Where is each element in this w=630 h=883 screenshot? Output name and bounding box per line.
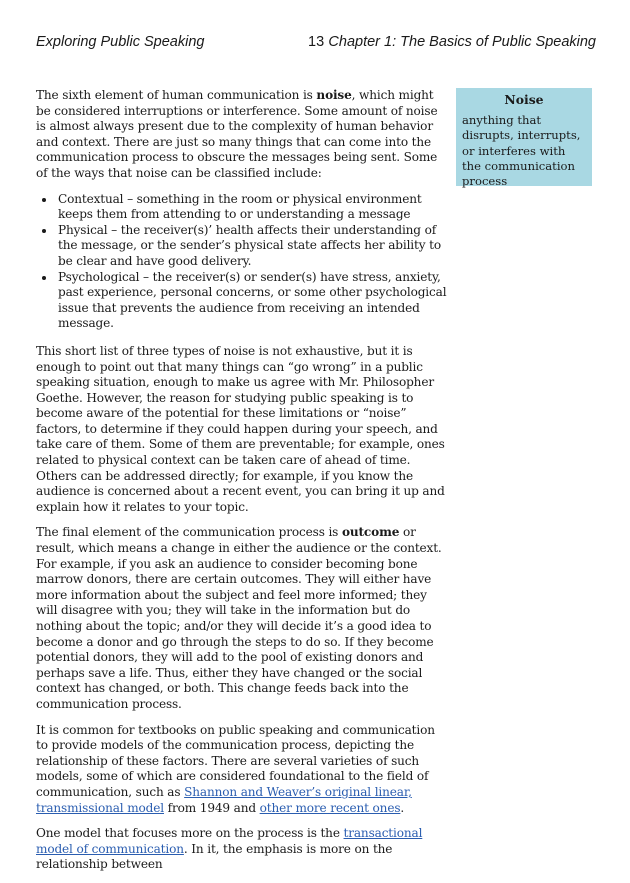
book-title: Exploring Public Speaking <box>36 34 205 50</box>
text: The final element of the communication process is <box>36 525 342 540</box>
text: The sixth element of human communication is <box>36 88 317 102</box>
main-text <box>36 88 448 883</box>
definition-title: Noise <box>504 92 544 107</box>
text: It is common for textbooks on public speaking and communication to provide models of the communication process, depicting the relationship of these factors. There are several varieties of such models, some of which are considered foundational to the field of communication, such as <box>36 722 435 799</box>
list-item: • Contextual – something in the room or physical environment keeps them from attending to or understanding a message <box>56 192 448 223</box>
list-item: • Psychological – the receiver(s) or sender(s) have stress, anxiety, past experience, personal concerns, or some other psychological issue that prevents the audience from receiving an intended message. <box>56 270 448 332</box>
term-noise: noise <box>316 88 352 102</box>
list-item: • Physical – the receiver(s)’ health affects their understanding of the message, or the sender’s physical state affects her ability to be clear and have good delivery. <box>56 223 448 270</box>
text: . In it, the emphasis is more on the relationship between <box>36 841 393 872</box>
paragraph-transactional <box>36 826 448 873</box>
running-header <box>36 34 596 54</box>
paragraph-noise <box>36 88 448 182</box>
definition-text: anything that disrupts, interrupts, or interferes with the communication process <box>462 113 581 189</box>
text: . <box>400 800 405 815</box>
link-shannon-weaver-model[interactable]: Shannon and Weaver’s original linear, transmissional model <box>36 784 412 815</box>
term-outcome: outcome <box>341 525 400 540</box>
definition-box <box>456 88 592 189</box>
text: , which might be considered interruptions or interference. Some amount of noise is almost always present due to the complexity of human behavior and context. There are just so many things that can come into the communication process to obscure the messages being sent. Some of the ways that noise can be classified include: <box>36 88 438 180</box>
paragraph-models <box>36 723 448 817</box>
chapter-title: Chapter 1: The Basics of Public Speaking <box>328 34 596 50</box>
link-other-models[interactable]: other more recent ones <box>259 800 401 815</box>
paragraph-noise-summary: This short list of three types of noise is not exhaustive, but it is enough to point out that many things can “go wrong” in a public speaking situation, enough to make us agree with Mr. Philosopher Goethe. However, the reason for studying public speaking is to become aware of the potential for these limitations or “noise” factors, to determine if they could happen during your speech, and take care of them. Some of them are preventable; for example, ones related to physical context can be taken care of ahead of time. Others can be addressed directly; for example, if you know the audience is concerned about a recent event, you can bring it up and explain how it relates to your topic. <box>36 343 445 514</box>
noise-types-list <box>36 192 448 332</box>
paragraph-outcome <box>36 525 448 712</box>
link-transactional-model[interactable]: transactional model of communication <box>36 826 423 856</box>
page-number: 13 <box>308 34 325 50</box>
text: from 1949 and <box>163 800 260 815</box>
text: or result, which means a change in either the audience or the context. For example, if you ask an audience to consider becoming bone marrow donors, there are certain outcomes. They will either have more information about the subject and feel more informed; they will disagree with you; they will take in the information but do nothing about the topic; and/or they will decide it’s a good idea to become a donor and go through the steps to do so. If they become potential donors, they will add to the pool of existing donors and perhaps save a life. Thus, either they have changed or the social context has changed, or both. This change feeds back into the communication process. <box>36 525 442 711</box>
text: One model that focuses more on the process is the <box>36 826 344 841</box>
